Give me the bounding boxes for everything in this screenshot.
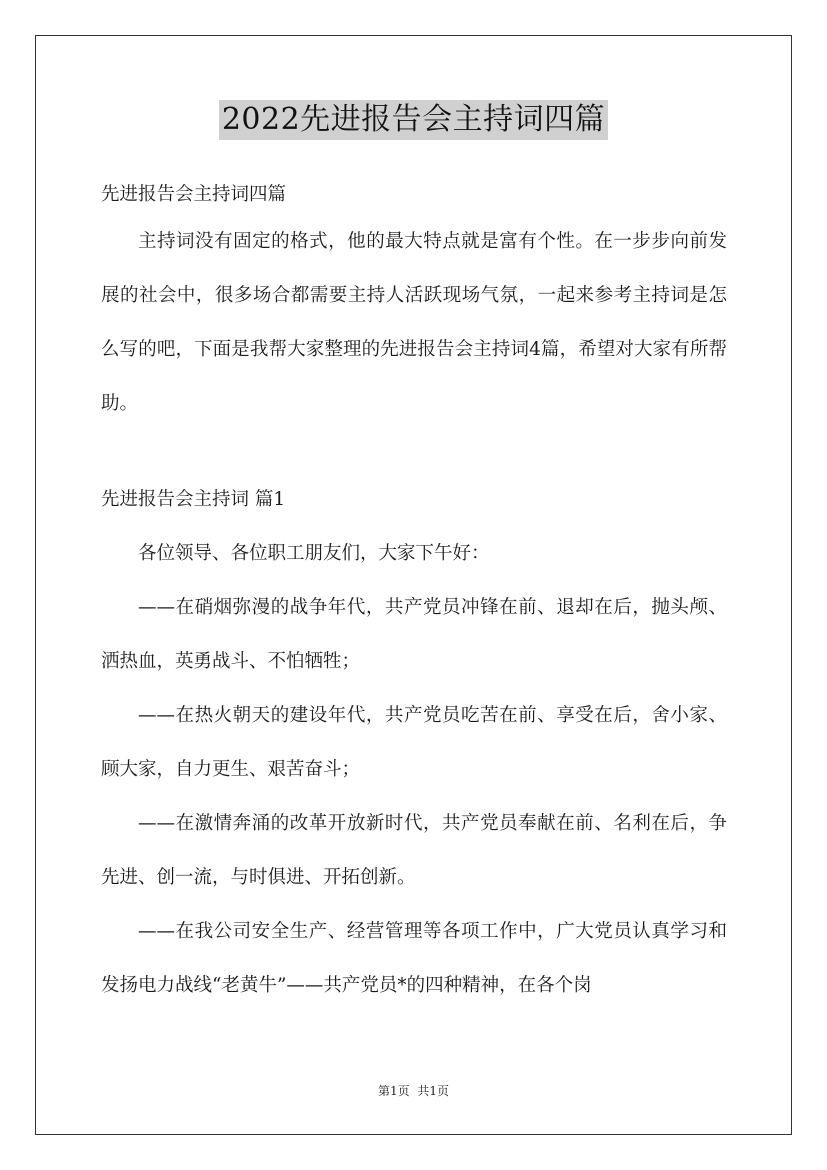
- document-subtitle: 先进报告会主持词四篇: [101, 184, 287, 205]
- body-paragraph-reform-era: ——在激情奔涌的改革开放新时代，共产党员奉献在前、名利在后，争先进、创一流，与时俱进、开拓创新。: [101, 813, 727, 888]
- body-paragraph-company: ——在我公司安全生产、经营管理等各项工作中，广大党员认真学习和发扬电力战线“老黄牛”——共产党员*的四种精神，在各个岗: [101, 921, 727, 996]
- intro-paragraph: 主持词没有固定的格式，他的最大特点就是富有个性。在一步步向前发展的社会中，很多场合都需要主持人活跃现场气氛，一起来参考主持词是怎么写的吧，下面是我帮大家整理的先进报告会主持词4篇，希望对大家有所帮助。: [101, 231, 727, 414]
- body-paragraph-construction-era: ——在热火朝天的建设年代，共产党员吃苦在前、享受在后，舍小家、顾大家，自力更生、艰苦奋斗；: [101, 705, 727, 780]
- section-heading: 先进报告会主持词 篇1: [101, 489, 286, 510]
- page-footer: [0, 1083, 827, 1099]
- title-container: [0, 100, 827, 140]
- body-paragraph-greeting: 各位领导、各位职工朋友们，大家下午好：: [138, 543, 490, 564]
- page-total: 共1页: [417, 1084, 450, 1098]
- section-spacer: [101, 431, 727, 473]
- document-body: [101, 175, 727, 1013]
- document-title: 2022先进报告会主持词四篇: [219, 100, 608, 140]
- body-paragraph-war-era: ——在硝烟弥漫的战争年代，共产党员冲锋在前、退却在后，抛头颅、洒热血，英勇战斗、不怕牺牲；: [101, 597, 727, 672]
- page-number: 第1页: [377, 1084, 410, 1098]
